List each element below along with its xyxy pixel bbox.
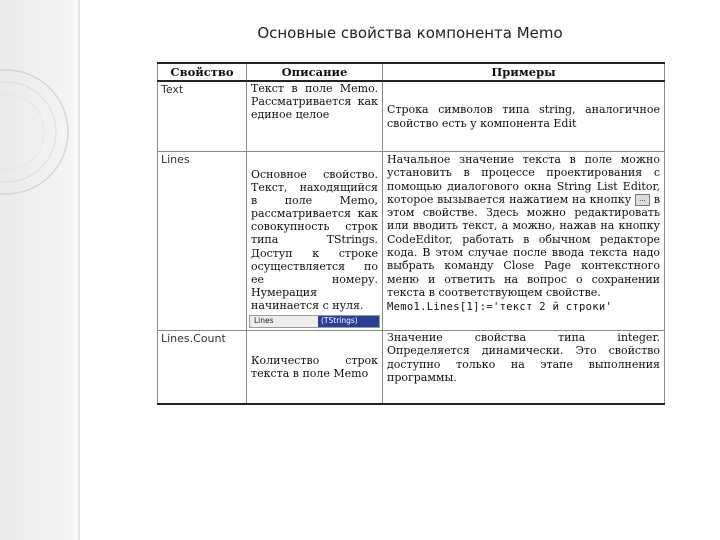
header-description: Описание <box>247 63 383 81</box>
ellipsis-button-icon: ... <box>635 194 650 206</box>
property-example-cell <box>383 152 665 331</box>
property-name: Lines.Count <box>158 331 247 405</box>
inspector-property-value: (TStrings) <box>318 316 379 327</box>
header-examples: Примеры <box>383 63 665 81</box>
table-row-lines <box>158 152 665 331</box>
example-text-part1: Начальное значение текста в поле можно установить в процессе проектирования с помощью диалогового окна String List Editor, которое вызывается нажатием на кнопку <box>387 153 660 206</box>
decorative-circles <box>0 0 78 540</box>
property-name: Text <box>158 81 247 152</box>
table-row-text <box>158 81 665 152</box>
object-inspector-snippet <box>249 315 380 328</box>
example-text-part2: в этом свойстве. Здесь можно редактировать или вводить текст, а можно, нажав на кнопку CodeEditor, работать в обычном редакторе кода. В этом случае после ввода текста надо выбрать команду Close Page контекстного меню и ответить на вопрос о сохранении текста в соответствующем свойстве. <box>387 192 661 299</box>
properties-table <box>157 62 665 405</box>
property-example: Значение свойства типа integer. Определяется динамически. Это свойство доступно только на этапе выполнения программы. <box>383 331 665 405</box>
table-row-lines-count <box>158 331 665 405</box>
property-description-cell <box>247 152 383 331</box>
property-description: Основное свойство. Текст, находящийся в поле Memo, рассматривается как совокупность строк типа TStrings. Доступ к строке осуществляется по ее номеру. Нумерация начинается с нуля. <box>251 168 378 312</box>
decorative-side-band <box>0 0 78 540</box>
property-description: Количество строк текста в поле Memo <box>247 331 383 405</box>
property-description: Текст в поле Memo. Рассматривается как единое целое <box>247 81 383 152</box>
inspector-property-name: Lines <box>254 316 274 326</box>
property-name: Lines <box>158 152 247 331</box>
slide-title: Основные свойства компонента Memo <box>257 24 563 42</box>
example-code: Memo1.Lines[1]:='текст 2 й строки' <box>387 301 613 314</box>
property-example: Строка символов типа string, аналогичное свойство есть у компонента Edit <box>383 81 665 152</box>
side-band-edge <box>78 0 80 540</box>
header-property: Свойство <box>158 63 247 81</box>
table-header-row <box>158 63 665 81</box>
